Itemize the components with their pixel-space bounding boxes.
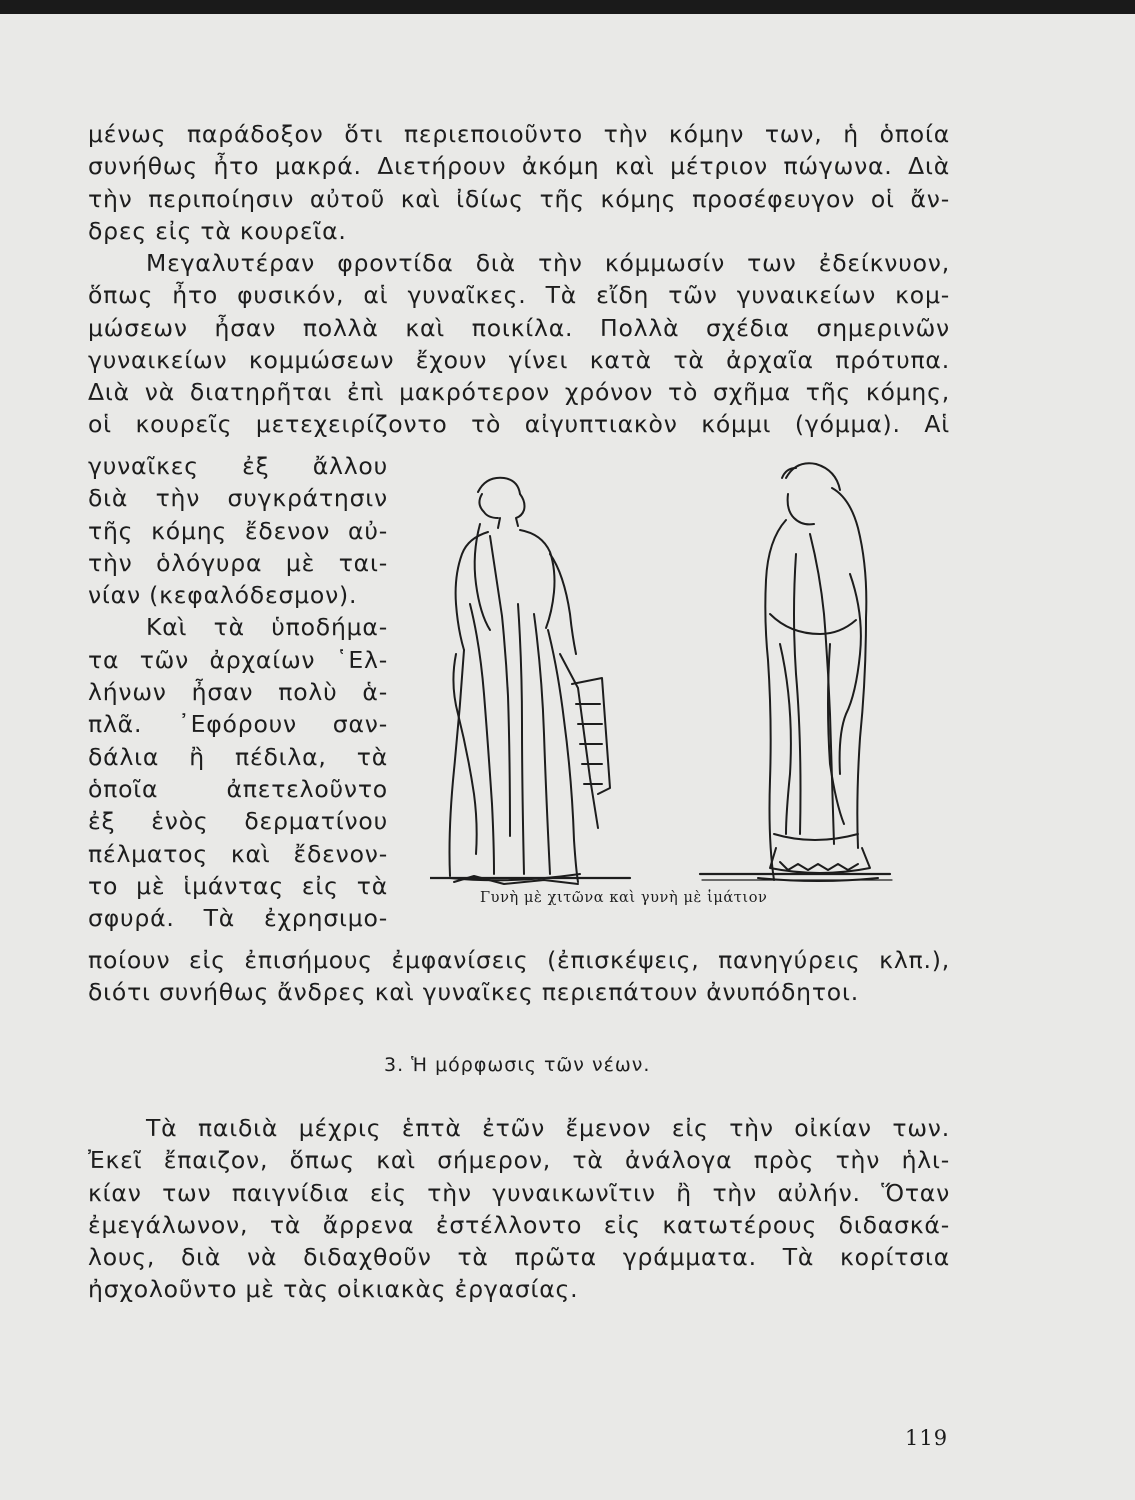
text-line: πέλματος καὶ ἔδενον- (88, 839, 388, 868)
text-line: διότι συνήθως ἄνδρες καὶ γυναῖκες περιεπάτουν ἀνυπόδητοι. (88, 978, 859, 1007)
text-line: το μὲ ἱμάντας εἰς τὰ (88, 871, 388, 900)
text-line: Καὶ τὰ ὑποδήμα- (146, 613, 388, 642)
text-line: πλᾶ. ᾿Εφόρουν σαν- (88, 710, 388, 739)
text-line: διὰ τὴν συγκράτησιν (88, 484, 388, 513)
text-line: τὴν ὁλόγυρα μὲ ται- (88, 548, 388, 577)
text-line: ἐξ ἑνὸς δερματίνου (88, 807, 388, 836)
text-line: σφυρά. Τὰ ἐχρησιμο- (88, 904, 388, 933)
text-line: ὁποῖα ἀπετελοῦντο (88, 774, 388, 803)
text-line: συνήθως ἦτο μακρά. Διετήρουν ἀκόμη καὶ μέτριον πώγωνα. Διὰ (88, 152, 950, 181)
text-line: τὴν περιποίησιν αὐτοῦ καὶ ἰδίως τῆς κόμης προσέφευγον οἱ ἄν- (88, 184, 950, 213)
text-line: δρες εἰς τὰ κουρεῖα. (88, 216, 347, 245)
text-line: μένως παράδοξον ὅτι περιεποιοῦντο τὴν κόμην των, ἡ ὁποία (88, 120, 950, 148)
top-edge-shadow (0, 0, 1135, 14)
figure-illustration (430, 454, 900, 929)
text-line: οἱ κουρεῖς μετεχειρίζοντο τὸ αἰγυπτιακὸν κόμμι (γόμμα). Αἱ (88, 410, 950, 439)
text-line: τα τῶν ἀρχαίων ῾Ελ- (88, 645, 388, 674)
text-line: Τὰ παιδιὰ μέχρις ἑπτὰ ἐτῶν ἔμενον εἰς τὴν οἰκίαν των. (146, 1114, 950, 1142)
text-line: δάλια ἢ πέδιλα, τὰ (88, 742, 388, 771)
text-line: γυναικείων κομμώσεων ἔχουν γίνει κατὰ τὰ ἀρχαῖα πρότυπα. (88, 345, 950, 374)
paragraph-hairstyles (88, 247, 950, 441)
text-line: Μεγαλυτέραν φροντίδα διὰ τὴν κόμμωσίν των ἐδείκνυον, (146, 249, 950, 277)
paragraph-sandals-tail (88, 944, 950, 1009)
text-line: λήνων ἦσαν πολὺ ἁ- (88, 678, 388, 707)
text-line: Ἐκεῖ ἔπαιζον, ὅπως καὶ σήμερον, τὰ ἀνάλογα πρὸς τὴν ἡλι- (88, 1146, 950, 1175)
book-page (0, 14, 1135, 1500)
text-line: ποίουν εἰς ἐπισήμους ἐμφανίσεις (ἐπισκέψεις, πανηγύρεις κλπ.), (88, 946, 950, 974)
text-line: τῆς κόμης ἔδενον αὐ- (88, 516, 388, 545)
text-line: ὅπως ἦτο φυσικόν, αἱ γυναῖκες. Τὰ εἴδη τῶν γυναικείων κομ- (88, 281, 950, 310)
text-line: ἠσχολοῦντο μὲ τὰς οἰκιακὰς ἐργασίας. (88, 1275, 579, 1304)
page-number: 119 (905, 1426, 949, 1450)
text-line: νίαν (κεφαλόδεσμον). (88, 581, 358, 610)
text-line: λους, διὰ νὰ διδαχθοῦν τὰ πρῶτα γράμματα. Τὰ κορίτσια (88, 1243, 950, 1272)
figure-caption: Γυνὴ μὲ χιτῶνα καὶ γυνὴ μὲ ἱμάτιον (480, 890, 768, 906)
woman-in-chiton-drawing (450, 478, 611, 884)
text-line: γυναῖκες ἐξ ἄλλου (88, 452, 388, 480)
section-heading: 3. Ἡ μόρφωσις τῶν νέων. (384, 1054, 651, 1076)
woman-in-himation-drawing (758, 463, 878, 881)
text-line: μώσεων ἦσαν πολλὰ καὶ ποικίλα. Πολλὰ σχέδια σημερινῶν (88, 313, 950, 342)
text-line: ἐμεγάλωνον, τὰ ἄρρενα ἐστέλλοντο εἰς κατωτέρους διδασκά- (88, 1210, 950, 1239)
text-line: Διὰ νὰ διατηρῆται ἐπὶ μακρότερον χρόνον τὸ σχῆμα τῆς κόμης, (88, 378, 950, 407)
paragraph-education (88, 1112, 950, 1306)
column-text (88, 450, 388, 934)
text-line: κίαν των παιγνίδια εἰς τὴν γυναικωνῖτιν ἢ τὴν αὐλήν. Ὅταν (88, 1178, 950, 1207)
paragraph-continuation (88, 118, 950, 247)
